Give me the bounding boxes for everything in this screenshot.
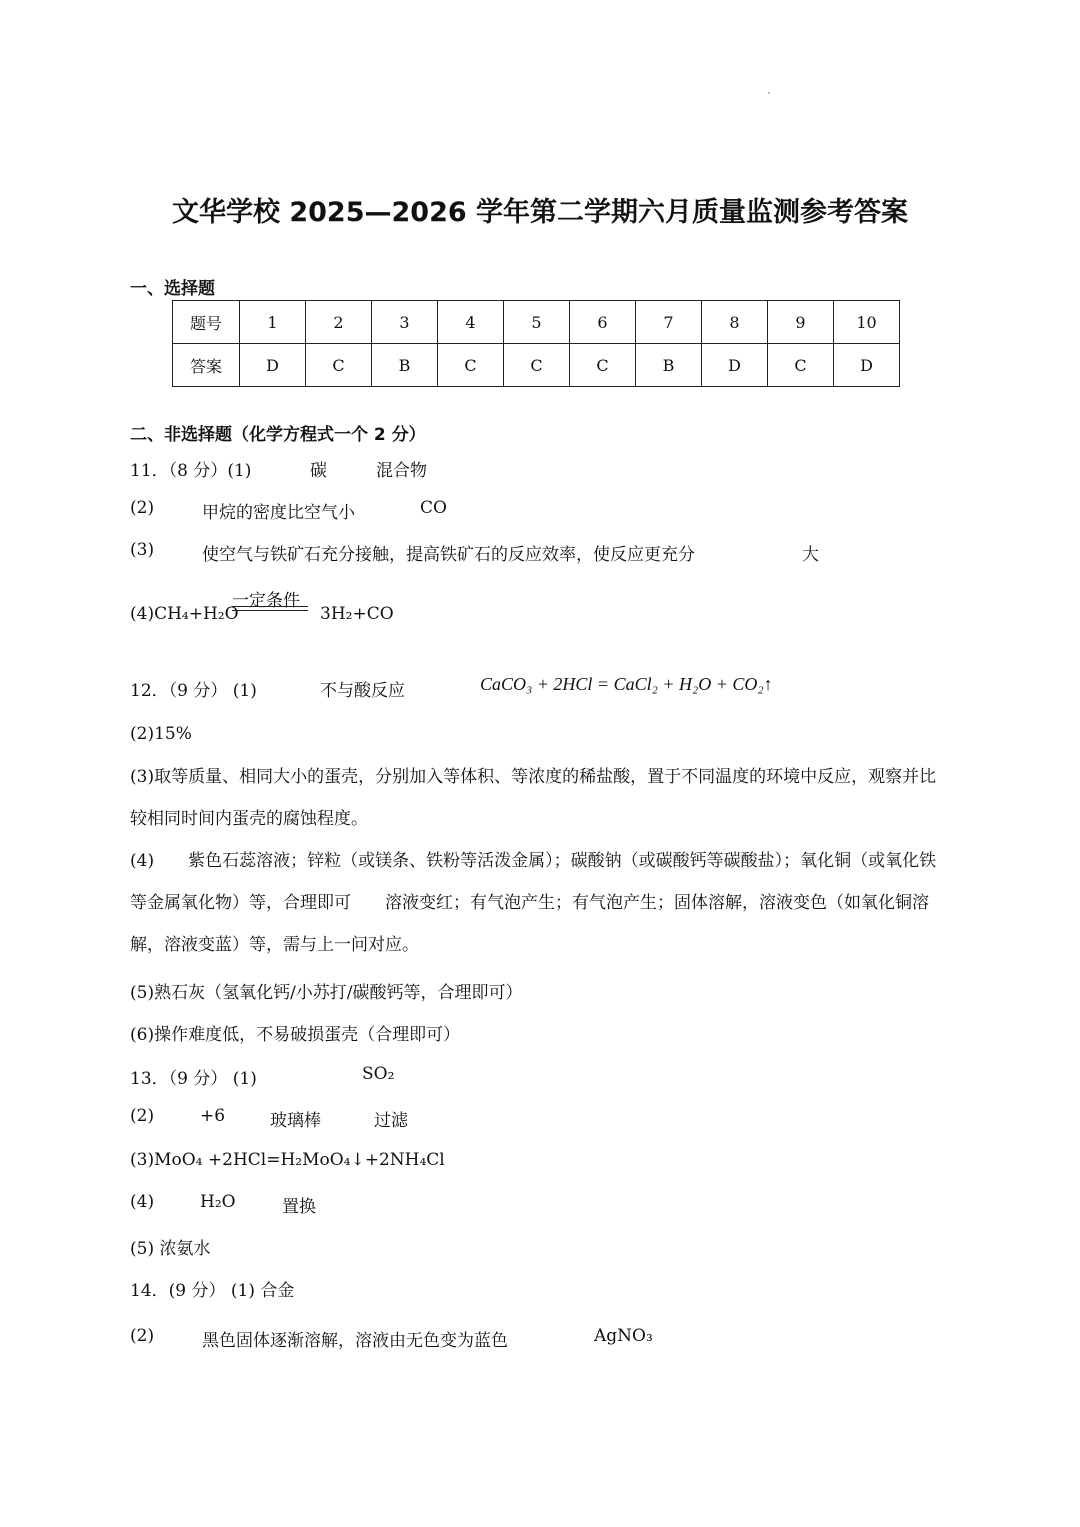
table-row-answers <box>173 344 900 387</box>
q14-answer-2b: AgNO₃ <box>594 1326 653 1346</box>
q11-answer-1a: 碳 <box>310 461 327 481</box>
answer-table <box>172 300 900 387</box>
q11-equation-left: (4)CH₄+H₂O <box>130 604 239 624</box>
q13-sub-4: (4) <box>130 1192 155 1212</box>
table-cell: C <box>768 344 834 387</box>
q11-sub-3: (3) <box>130 540 155 560</box>
q13-sub-3: (3)MoO₄ +2HCl=H₂MoO₄↓+2NH₄Cl <box>130 1150 445 1170</box>
q13-answer-1a: SO₂ <box>362 1064 395 1084</box>
q11-answer-2a: 甲烷的密度比空气小 <box>202 503 355 523</box>
table-row-numbers <box>173 301 900 344</box>
q11-number: 11．（8 分）(1) <box>130 461 252 481</box>
q13-answer-2b: 玻璃棒 <box>270 1111 321 1131</box>
table-cell: D <box>240 344 306 387</box>
q12-sub-5: (5)熟石灰（氢氧化钙/小苏打/碳酸钙等，合理即可） <box>130 983 523 1003</box>
table-cell: 2 <box>306 301 372 344</box>
q12-chemical-equation: CaCO₃ + 2HCl = CaCl₂ + H₂O + CO₂↑ <box>480 674 773 694</box>
table-cell: 1 <box>240 301 306 344</box>
table-cell: 9 <box>768 301 834 344</box>
table-cell: B <box>636 344 702 387</box>
q11-answer-2b: CO <box>420 498 447 518</box>
reaction-condition: 一定条件 <box>232 591 300 611</box>
table-cell: C <box>438 344 504 387</box>
q13-answer-2c: 过滤 <box>374 1111 408 1131</box>
q12-sub-2: (2)15% <box>130 724 192 744</box>
q13-answer-2a: +6 <box>200 1106 226 1126</box>
table-header-cell: 答案 <box>173 344 240 387</box>
section-heading-choice: 一、选择题 <box>130 279 215 299</box>
table-cell: 6 <box>570 301 636 344</box>
q12-number: 12．（9 分） (1) <box>130 681 257 701</box>
q12-answer-1a: 不与酸反应 <box>320 681 405 701</box>
equilibrium-double-line <box>232 606 308 611</box>
table-cell: B <box>372 344 438 387</box>
page-title: 文华学校 2025—2026 学年第二学期六月质量监测参考答案 <box>171 197 909 228</box>
table-cell: C <box>504 344 570 387</box>
q14-answer-2a: 黑色固体逐渐溶解，溶液由无色变为蓝色 <box>202 1331 508 1351</box>
table-cell: C <box>570 344 636 387</box>
q11-answer-3a: 使空气与铁矿石充分接触，提高铁矿石的反应效率，使反应更充分 <box>202 545 695 565</box>
q12-sub-4: (4) 紫色石蕊溶液；锌粒（或镁条、铁粉等活泼金属）；碳酸钠（或碳酸钙等碳酸盐）；氧化铜（或氧化铁等金属氧化物）等，合理即可 溶液变红；有气泡产生；有气泡产生；固体溶解，溶液变色（如氧化铜溶解，溶液变蓝）等，需与上一问对应。 <box>130 851 937 955</box>
table-cell: 4 <box>438 301 504 344</box>
table-cell: 5 <box>504 301 570 344</box>
table-cell: 7 <box>636 301 702 344</box>
q11-answer-1b: 混合物 <box>376 461 427 481</box>
q11-equation-right: 3H₂+CO <box>320 604 394 624</box>
table-cell: 3 <box>372 301 438 344</box>
q13-number: 13．（9 分） (1) <box>130 1069 257 1089</box>
table-cell: 8 <box>702 301 768 344</box>
q11-sub-2: (2) <box>130 498 155 518</box>
table-cell: C <box>306 344 372 387</box>
scan-dot <box>768 92 770 94</box>
q12-sub-3: (3)取等质量、相同大小的蛋壳，分别加入等体积、等浓度的稀盐酸，置于不同温度的环境中反应，观察并比较相同时间内蛋壳的腐蚀程度。 <box>130 767 937 829</box>
q13-answer-4a: H₂O <box>200 1192 236 1212</box>
section-heading-nonchoice: 二、非选择题（化学方程式一个 2 分） <box>130 425 426 445</box>
table-cell: D <box>834 344 900 387</box>
q14-number: 14．(9 分） (1) 合金 <box>130 1281 295 1301</box>
table-header-cell: 题号 <box>173 301 240 344</box>
q13-sub-5: (5) 浓氨水 <box>130 1239 211 1259</box>
table-cell: D <box>702 344 768 387</box>
q11-answer-3b: 大 <box>802 545 819 565</box>
q13-answer-4b: 置换 <box>282 1197 316 1217</box>
q12-sub-6: (6)操作难度低，不易破损蛋壳（合理即可） <box>130 1025 461 1045</box>
q13-sub-2: (2) <box>130 1106 155 1126</box>
table-cell: 10 <box>834 301 900 344</box>
q14-sub-2: (2) <box>130 1326 155 1346</box>
